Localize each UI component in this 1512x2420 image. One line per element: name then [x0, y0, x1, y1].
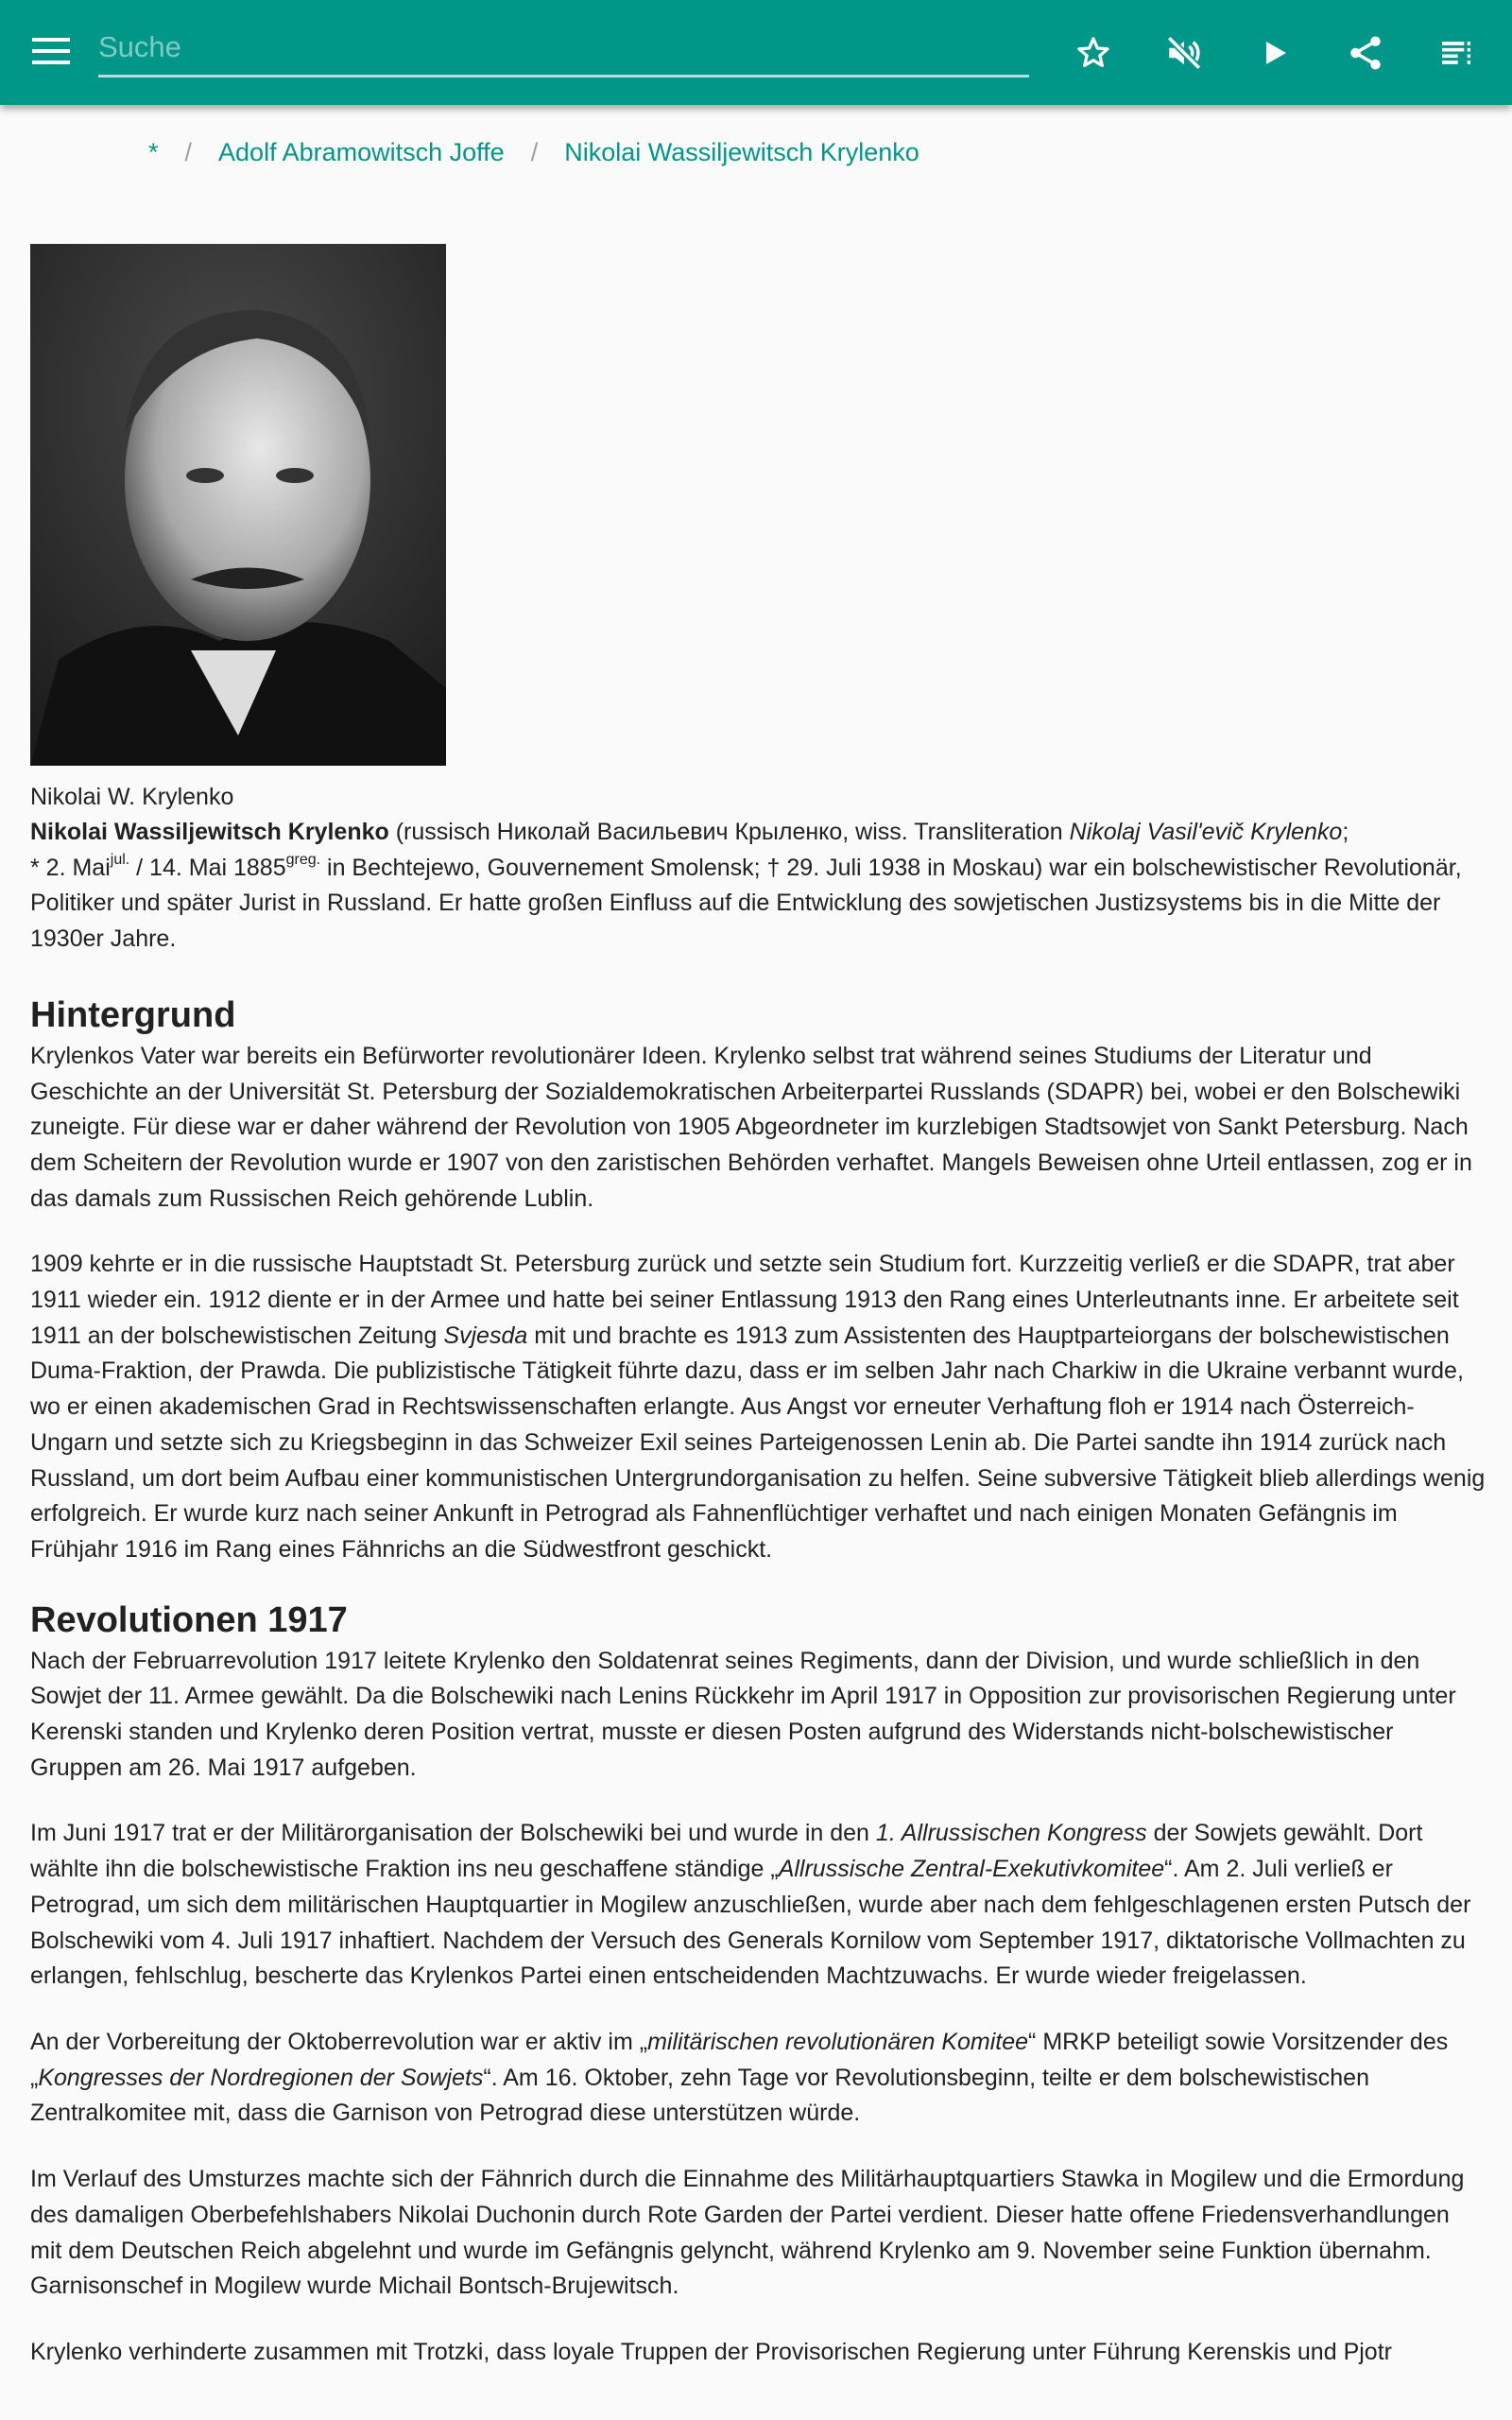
text-run: in Bechtejewo, Gouvernement Smolensk; † 29. Juli 1938 in Moskau) war ein bolschewistischer Revolutionär, Politiker und später Jurist in Russland. Er hatte großen Einfluss auf die Entwicklung des sowjetischen Justizsystems bis in die Mitte der 1930er Jahre. [30, 854, 1462, 953]
italic-text: Allrussische Zentral-Exekutivkomitee [778, 1856, 1165, 1883]
breadcrumb-separator: / [184, 138, 193, 166]
text-run: Nach der Februarrevolution 1917 leitete Krylenko den Soldatenrat seines Regiments, dann der Division, und wurde schließlich in den Sowjet der 11. Armee gewählt. Da die Bolschewiki nach Lenins Rückkehr im April 1917 in Opposition zur provisorischen Regierung unter Kerenski standen und Krylenko deren Position vertrat, musste er diesen Posten aufgrund des Widerstands nicht-bolschewistischer Gruppen am 26. Mai 1917 aufgeben. [30, 1647, 1456, 1781]
article [30, 244, 1486, 2401]
list-icon[interactable] [1433, 26, 1480, 79]
app-toolbar [0, 0, 1512, 105]
paragraph [30, 2162, 1486, 2305]
lead-paragraph [30, 815, 1486, 958]
text-run: An der Vorbereitung der Oktoberrevolution war er aktiv im „ [30, 2028, 648, 2055]
text-run: Krylenko verhinderte zusammen mit Trotzki, dass loyale Truppen der Provisorischen Regierung unter Führung Kerenskis und Pjotr [30, 2338, 1392, 2365]
volume-off-icon[interactable] [1160, 26, 1208, 79]
breadcrumb-item-joffe[interactable]: Adolf Abramowitsch Joffe [218, 138, 505, 166]
portrait-image[interactable] [30, 244, 446, 766]
text-run: Im Verlauf des Umsturzes machte sich der Fähnrich durch die Einnahme des Militärhauptquartiers Stawka in Mogilew und die Ermordung des damaligen Oberbefehlshabers Nikolai Duchonin durch Rote Garden der Partei verdient. Dieser hatte offene Friedensverhandlungen mit dem Deutschen Reich abgelehnt und wurde im Gefängnis gelyncht, während Krylenko am 9. November seine Funktion übernahm. Garnisonschef in Mogilew wurde Michail Bontsch-Brujewitsch. [30, 2166, 1465, 2300]
play-icon[interactable] [1251, 26, 1298, 79]
italic-text: Nikolaj Vasil'evič Krylenko [1069, 819, 1343, 845]
paragraph [30, 1644, 1486, 1787]
superscript: jul. [110, 851, 130, 868]
text-run: Krylenkos Vater war bereits ein Befürworter revolutionärer Ideen. Krylenko selbst trat während seines Studiums der Literatur und Geschichte an der Universität St. Petersburg der Sozialdemokratischen Arbeiterpartei Russlands (SDAPR) bei, wobei er den Bolschewiki zuneigte. Für diese war er daher während der Revolution von 1905 Abgeordneter im kurzlebigen Stadtsowjet von Sankt Petersburg. Nach dem Scheitern der Revolution wurde er 1907 von den zaristischen Behörden verhaftet. Mangels Beweisen ohne Urteil entlassen, zog er in das damals zum Russischen Reich gehörende Lublin. [30, 1042, 1472, 1212]
paragraph [30, 1039, 1486, 1218]
image-caption: Nikolai W. Krylenko [30, 784, 234, 810]
text-run: ; [1342, 819, 1349, 845]
section-heading-hintergrund: Hintergrund [30, 994, 236, 1035]
italic-text: Kongresses der Nordregionen der Sowjets [38, 2064, 484, 2091]
breadcrumb [148, 138, 919, 167]
text-run: Im Juni 1917 trat er der Militärorganisation der Bolschewiki bei und wurde in den [30, 1820, 876, 1847]
paragraph [30, 2335, 1486, 2371]
italic-text: militärischen revolutionären Komitee [647, 2028, 1029, 2055]
paragraph [30, 1247, 1486, 1567]
breadcrumb-separator: / [530, 138, 539, 166]
search-input[interactable] [98, 19, 1029, 78]
section-heading-revolutionen-1917: Revolutionen 1917 [30, 1599, 348, 1640]
paragraph [30, 2025, 1486, 2132]
breadcrumb-item-krylenko[interactable]: Nikolai Wassiljewitsch Krylenko [564, 138, 919, 166]
share-icon[interactable] [1342, 26, 1389, 79]
italic-text: 1. Allrussischen Kongress [875, 1820, 1147, 1847]
paragraph [30, 1816, 1486, 1995]
text-run: “. Am 16. Oktober, zehn Tage vor Revolutionsbeginn, teilte er dem bolschewistischen Zentralkomitee mit, dass die Garnison von Petrograd diese unterstützen würde. [30, 2064, 1369, 2127]
text-run: “. Am 2. Juli verließ er Petrograd, um sich dem militärischen Hauptquartier in Mogilew anzuschließen, wurde aber nach dem fehlgeschlagenen ersten Putsch der Bolschewiki vom 4. Juli 1917 inhaftiert. Nachdem der Versuch des Generals Kornilow vom September 1917, diktatorische Vollmachten zu erlangen, fehlschlug, bescherte das Krylenkos Partei einen entscheidenden Machtzuwachs. Er wurde wieder freigelassen. [30, 1856, 1471, 1990]
text-run: der Sowjets gewählt. Dort wählte ihn die bolschewistische Fraktion ins neu geschaffene ständige „ [30, 1820, 1423, 1883]
text-run: “ MRKP beteiligt sowie Vorsitzender des „ [30, 2028, 1449, 2091]
star-icon[interactable] [1070, 26, 1117, 79]
text-run: / 14. Mai 1885 [129, 854, 286, 881]
text-run: * 2. Mai [30, 854, 111, 881]
breadcrumb-home[interactable]: * [148, 138, 159, 166]
text-run: (russisch Николай Васильевич Крыленко, wiss. Transliteration [388, 819, 1070, 845]
menu-icon[interactable] [32, 38, 70, 68]
italic-text: Svjesda [443, 1322, 528, 1349]
bold-text: Nikolai Wassiljewitsch Krylenko [30, 819, 389, 845]
text-run: mit und brachte es 1913 zum Assistenten des Hauptparteiorgans der bolschewistischen Duma-Fraktion, der Prawda. Die publizistische Tätigkeit führte dazu, dass er im selben Jahr nach Charkiw in die Ukraine verbannt wurde, wo er einen akademischen Grad in Rechtswissenschaften erlangte. Aus Angst vor erneuter Verhaftung floh er 1914 nach Österreich-Ungarn und setzte sich zu Kriegsbeginn in das Schweizer Exil seines Parteigenossen Lenin ab. Die Partei sandte ihn 1914 zurück nach Russland, um dort beim Aufbau einer kommunistischen Untergrundorganisation zu helfen. Seine subversive Tätigkeit blieb allerdings wenig erfolgreich. Er wurde kurz nach seiner Ankunft in Petrograd als Fahnenflüchtiger verhaftet und nach einigen Monaten Gefängnis im Frühjahr 1916 im Rang eines Fähnrichs an die Südwestfront geschickt. [30, 1322, 1486, 1563]
superscript: greg. [285, 851, 321, 868]
text-run: 1909 kehrte er in die russische Hauptstadt St. Petersburg zurück und setzte sein Studium fort. Kurzzeitig verließ er die SDAPR, trat aber 1911 wieder ein. 1912 diente er in der Armee und hatte bei seiner Entlassung 1913 den Rang eines Unterleutnants inne. Er arbeitete seit 1911 an der bolschewistischen Zeitung [30, 1251, 1459, 1349]
